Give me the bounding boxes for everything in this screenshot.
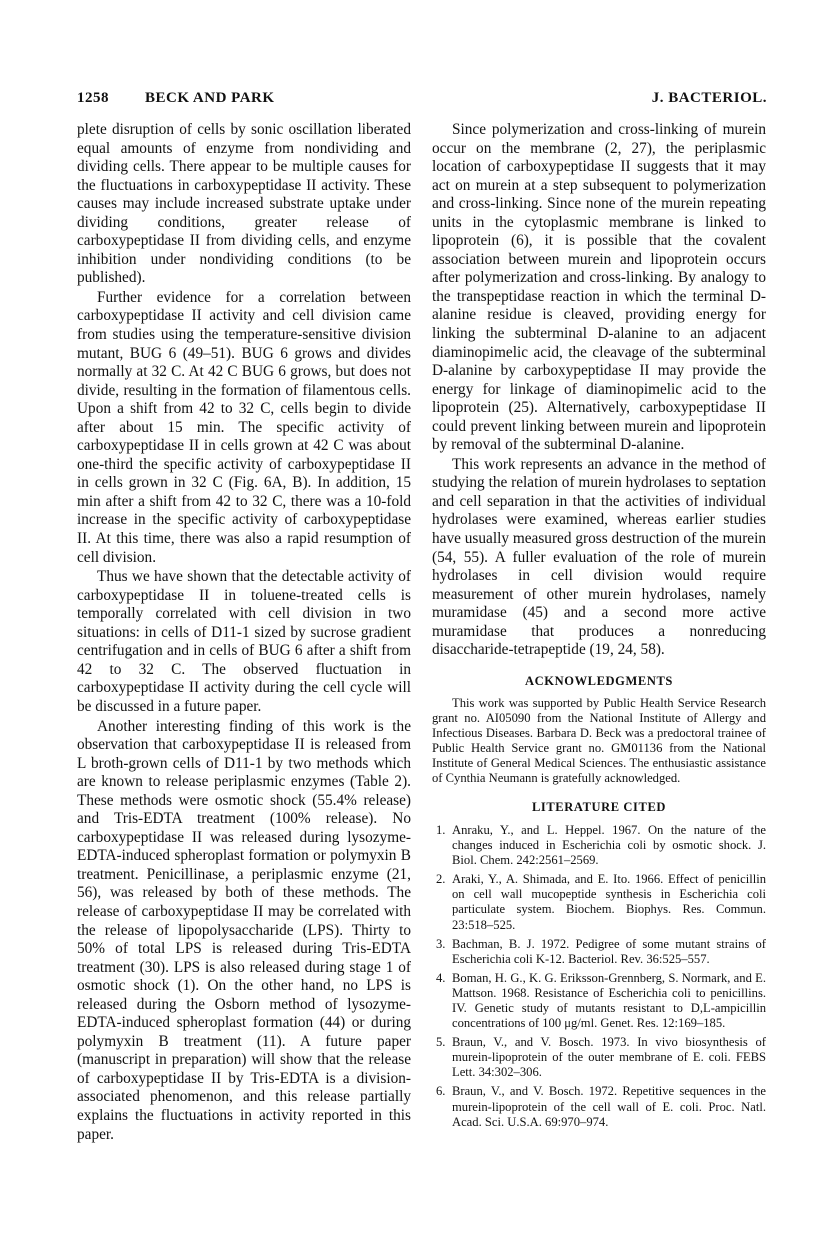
paragraph: Further evidence for a correlation between carboxypeptidase II activity and cell division came from studies using the temperature-sensitive division mutant, BUG 6 (49–51). BUG 6 grows and divides normally at 32 C. At 42 C BUG 6 grows, but does not divide, resulting in the formation of filamentous cells. Upon a shift from 42 to 32 C, cells begin to divide after about 15 min. The specific activity of carboxypeptidase II in cells grown at 42 C was about one-third the specific activity of carboxypeptidase II in cells grown in 32 C (Fig. 6A, B). In addition, 15 min after a shift from 42 to 32 C, there was a 10-fold increase in the specific activity of carboxypeptidase II. At this time, there was also a rapid resumption of cell division.	[77, 288, 411, 566]
paragraph: Since polymerization and cross-linking of murein occur on the membrane (2, 27), the periplasmic location of carboxypeptidase II suggests that it may act on murein at a step subsequent to polymerization and cross-linking. Since none of the murein repeating units in the cytoplasmic membrane is linked to lipoprotein (6), it is possible that the covalent association between murein and lipoprotein occurs after polymerization and cross-linking. By analogy to the transpeptidase reaction in which the terminal D-alanine residue is cleaved, providing energy for linking the subterminal D-alanine to an adjacent diaminopimelic acid, the cleavage of the subterminal D-alanine by carboxypeptidase II may provide the energy for linkage of diaminopimelic acid to the lipoprotein (25). Alternatively, carboxypeptidase II could prevent linking between murein and lipoprotein by removal of the subterminal D-alanine.	[432, 121, 766, 454]
reference-item: 1. Anraku, Y., and L. Heppel. 1967. On the nature of the changes induced in Escherichia coli by osmotic shock. J. Biol. Chem. 242:2561–2569.	[436, 822, 766, 868]
left-column	[77, 121, 411, 1144]
paragraph: plete disruption of cells by sonic oscillation liberated equal amounts of enzyme from nondividing and dividing cells. There appear to be multiple causes for the fluctuations in carboxypeptidase II activity. These causes may include increased substrate uptake under dividing conditions, greater release of carboxypeptidase II from dividing cells, and enzyme inhibition under nondividing conditions (to be published).	[77, 121, 411, 287]
page-number: 1258	[77, 90, 109, 106]
literature-cited-heading: LITERATURE CITED	[531, 800, 667, 815]
reference-item: 6. Braun, V., and V. Bosch. 1972. Repetitive sequences in the murein-lipoprotein of the cell wall of E. coli. Proc. Natl. Acad. Sci. U.S.A. 69:970–974.	[436, 1084, 766, 1129]
reference-item: 2. Araki, Y., A. Shimada, and E. Ito. 1966. Effect of penicillin on cell wall mucopeptide synthesis in Escherichia coli particulate system. Biochem. Biophys. Res. Commun. 23:518–525.	[436, 872, 766, 932]
paragraph: Thus we have shown that the detectable activity of carboxypeptidase II in toluene-treated cells is temporally correlated with cell division in two situations: in cells of D11-1 sized by sucrose gradient centrifugation and in cells of BUG 6 after a shift from 42 to 32 C. The observed fluctuation in carboxypeptidase II activity during the cell cycle will be discussed in a future paper.	[77, 568, 411, 715]
running-authors: BECK AND PARK	[145, 90, 275, 106]
paragraph: Another interesting finding of this work is the observation that carboxypeptidase II is released from L broth-grown cells of D11-1 by two methods which are known to release periplasmic enzymes (Table 2). These methods were osmotic shock (55.4% release) and Tris-EDTA treatment (100% release). No carboxypeptidase II was released during lysozyme-EDTA-induced spheroplast formation or polymyxin B treatment. Penicillinase, a periplasmic enzyme (21, 56), was released by both of these methods. The release of carboxypeptidase II may be correlated with the release of lipopolysaccharide (LPS). Thirty to 50% of total LPS is released during Tris-EDTA treatment (30). LPS is also released during stage 1 of osmotic shock (1). On the other hand, no LPS is released during the Osborn method of lysozyme-EDTA-induced spheroplast formation (44) or during polymyxin B treatment (11). A future paper (manuscript in preparation) will show that the release of carboxypeptidase II by Tris-EDTA is a division-associated phenomenon, and this release partially explains the fluctuations in activity reported in this paper.	[77, 717, 411, 1143]
reference-item: 3. Bachman, B. J. 1972. Pedigree of some mutant strains of Escherichia coli K-12. Bacteriol. Rev. 36:525–557.	[436, 936, 766, 966]
journal-name: J. BACTERIOL.	[651, 90, 767, 106]
reference-item: 5. Braun, V., and V. Bosch. 1973. In vivo biosynthesis of murein-lipoprotein of the outer membrane of E. coli. FEBS Lett. 34:302–306.	[436, 1035, 766, 1080]
right-column	[432, 121, 766, 1134]
acknowledgments-heading: ACKNOWLEDGMENTS	[525, 673, 673, 688]
paragraph: This work represents an advance in the method of studying the relation of murein hydrolases to septation and cell separation in that the activities of individual hydrolases were examined, whereas earlier studies have usually measured gross destruction of the murein (54, 55). A fuller evaluation of the role of murein hydrolases in cell division would require measurement of other murein hydrolases, namely muramidase (45) and a second more active muramidase that produces a nonreducing disaccharide-tetrapeptide (19, 24, 58).	[432, 455, 766, 659]
acknowledgments-text: This work was supported by Public Health Service Research grant no. AI05090 from the National Institute of Allergy and Infectious Diseases. Barbara D. Beck was a predoctoral trainee of Public Health Service grant no. GM01136 from the National Institute of General Medical Sciences. The enthusiastic assistance of Cynthia Neumann is gratefully acknowledged.	[432, 696, 766, 786]
reference-list	[432, 823, 766, 1130]
reference-item: 4. Boman, H. G., K. G. Eriksson-Grennberg, S. Normark, and E. Mattson. 1968. Resistance of Escherichia coli to penicillins. IV. Genetic study of mutants resistant to D,L-ampicillin concentrations of 100 μg/ml. Genet. Res. 12:169–185.	[436, 970, 766, 1031]
running-header	[77, 90, 767, 112]
